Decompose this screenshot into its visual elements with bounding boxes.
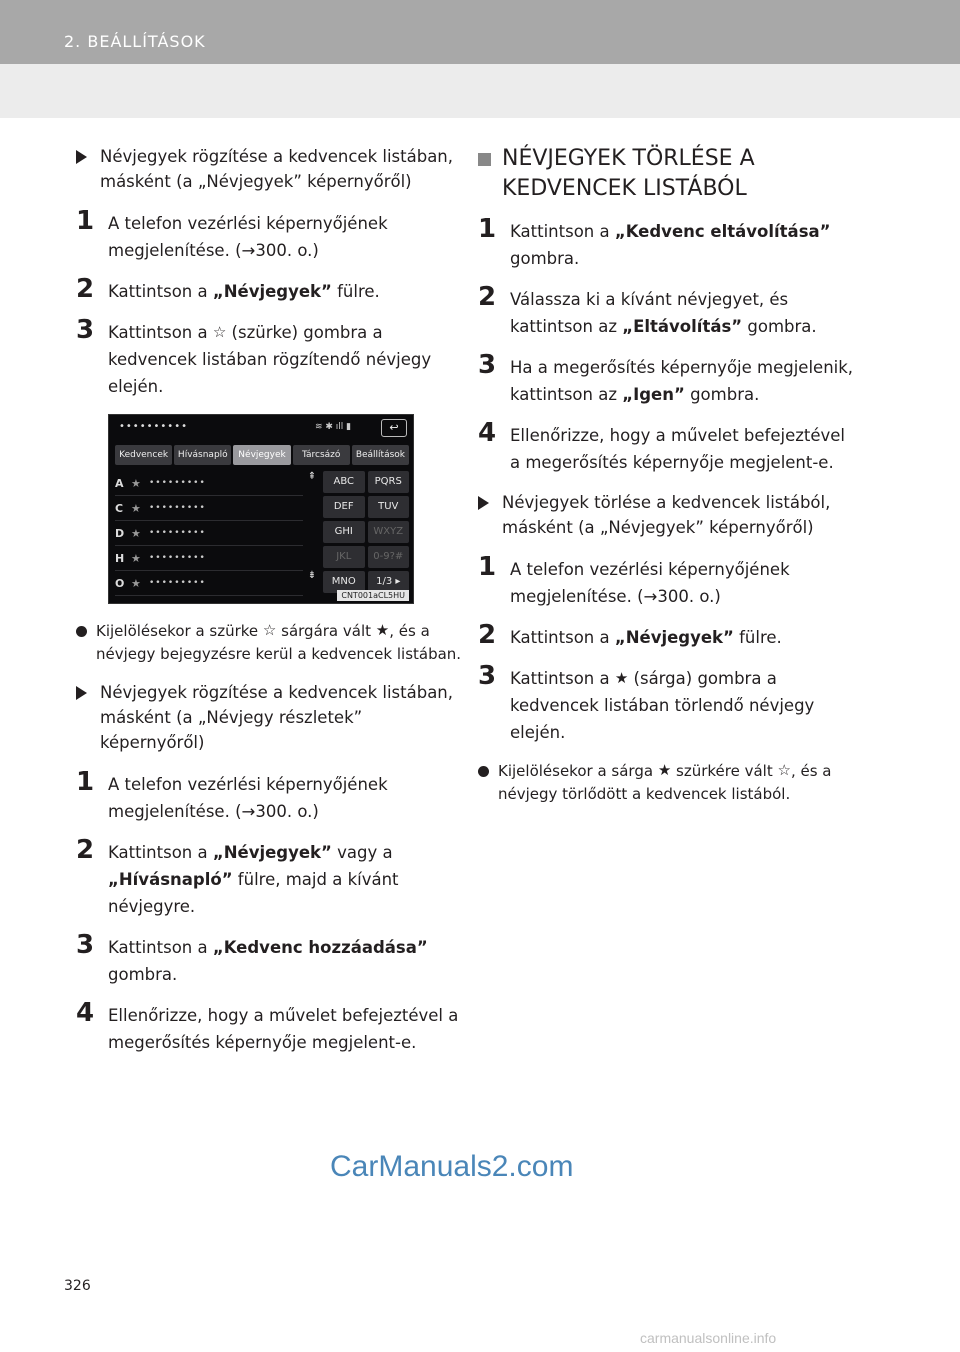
- subheading-add-from-details: Névjegyek rögzítése a kedvencek listában, másként (a „Névjegy részletek” képernyőről): [76, 680, 466, 755]
- index-letter: C: [115, 501, 124, 515]
- index-letter: A: [115, 476, 124, 490]
- key-def[interactable]: DEF: [323, 496, 365, 518]
- step-4: 4 Ellenőrizze, hogy a művelet befejeztével a megerősítés képernyője megjelent-e.: [76, 998, 459, 1052]
- watermark-footer: carmanualsonline.info: [640, 1330, 777, 1346]
- bullet-dot-icon: [76, 626, 87, 637]
- step-2: 2 Kattintson a „Névjegyek” fülre.: [76, 274, 380, 304]
- step-4: 4 Ellenőrizze, hogy a művelet befejeztével a megerősítés képernyője megjelent-e.: [478, 418, 846, 472]
- step-1: 1 A telefon vezérlési képernyőjének megjelenítése. (→300. o.): [76, 767, 388, 821]
- step-2: 2 Kattintson a „Névjegyek” vagy a „Hívásnapló” fülre, majd a kívánt névjegyre.: [76, 835, 399, 916]
- index-letter: O: [115, 576, 125, 590]
- step-3: 3 Kattintson a ★ (sárga) gombra a kedvencek listában törlendő névjegy elején.: [478, 661, 815, 742]
- key-digits[interactable]: 0-9?#: [368, 546, 410, 568]
- section-heading: NÉVJEGYEK TÖRLÉSE A KEDVENCEK LISTÁBÓL: [478, 144, 856, 204]
- step-1: 1 A telefon vezérlési képernyőjének megjelenítése. (→300. o.): [478, 552, 790, 606]
- step-number: 1: [478, 214, 497, 244]
- contact-name: •••••••••: [149, 528, 206, 538]
- contact-name: •••••••••: [149, 503, 206, 513]
- page-indicator[interactable]: 1/3 ▸: [368, 571, 410, 593]
- figure-code: CNT001aCL5HU: [337, 590, 409, 601]
- step-number: 1: [478, 552, 497, 582]
- contact-list: [115, 471, 303, 596]
- star-icon[interactable]: ★: [131, 476, 141, 490]
- subheading-remove-from-contacts: Névjegyek törlése a kedvencek listából, másként (a „Névjegyek” képernyőről): [478, 490, 856, 540]
- list-item[interactable]: [115, 471, 303, 496]
- star-icon[interactable]: ★: [131, 551, 141, 565]
- screen-title: ••••••••••: [119, 421, 188, 432]
- watermark: CarManuals2.com: [330, 1150, 574, 1183]
- key-mno[interactable]: MNO: [323, 571, 365, 593]
- star-outline-icon: ☆: [262, 621, 277, 639]
- step-3: 3 Kattintson a „Kedvenc hozzáadása” gombra.: [76, 930, 428, 984]
- step-number: 2: [76, 835, 95, 865]
- step-number: 3: [76, 930, 95, 960]
- back-button[interactable]: ↩: [381, 419, 407, 437]
- triangle-icon: [76, 150, 87, 164]
- step-2: 2 Kattintson a „Névjegyek” fülre.: [478, 620, 782, 650]
- key-jkl[interactable]: JKL: [323, 546, 365, 568]
- index-letter: D: [115, 526, 125, 540]
- key-abc[interactable]: ABC: [323, 471, 365, 493]
- status-icons: ≋ ✱ ıll ▮: [315, 422, 352, 432]
- left-column: [76, 144, 466, 1070]
- square-bullet-icon: [478, 153, 491, 166]
- subheading-add-from-contacts: Névjegyek rögzítése a kedvencek listában, másként (a „Névjegyek” képernyőről): [76, 144, 466, 194]
- step-3: 3 Ha a megerősítés képernyője megjelenik, kattintson az „Igen” gombra.: [478, 350, 854, 404]
- star-filled-icon: ★: [614, 669, 629, 687]
- star-icon[interactable]: ★: [131, 526, 141, 540]
- star-filled-icon: ★: [375, 621, 390, 639]
- alphabet-keys: [323, 471, 409, 593]
- step-2: 2 Válassza ki a kívánt névjegyet, és kattintson az „Eltávolítás” gombra.: [478, 282, 817, 336]
- right-column: [478, 144, 856, 820]
- step-3: 3 Kattintson a ☆ (szürke) gombra a kedvencek listában rögzítendő névjegy elején.: [76, 315, 432, 396]
- index-letter: H: [115, 551, 125, 565]
- scroll-up-icon[interactable]: ⇞: [307, 471, 317, 482]
- step-number: 1: [76, 767, 95, 797]
- list-item[interactable]: [115, 571, 303, 596]
- tab-beallitasok[interactable]: Beállítások: [352, 445, 409, 465]
- screen-topbar: [109, 415, 413, 443]
- step-number: 3: [478, 661, 497, 691]
- scroll-down-icon[interactable]: ⇟: [307, 570, 317, 581]
- star-icon[interactable]: ★: [131, 501, 141, 515]
- triangle-icon: [76, 686, 87, 700]
- step-number: 4: [478, 418, 497, 448]
- contact-name: •••••••••: [149, 553, 206, 563]
- step-number: 3: [478, 350, 497, 380]
- star-icon[interactable]: ★: [131, 576, 141, 590]
- key-ghi[interactable]: GHI: [323, 521, 365, 543]
- step-number: 2: [76, 274, 95, 304]
- step-number: 2: [478, 620, 497, 650]
- step-1: 1 A telefon vezérlési képernyőjének megjelenítése. (→300. o.): [76, 206, 388, 260]
- star-outline-icon: ☆: [777, 761, 791, 779]
- tab-kedvencek[interactable]: Kedvencek: [115, 445, 172, 465]
- phone-screen-illustration: [108, 414, 414, 604]
- list-item[interactable]: [115, 546, 303, 571]
- step-number: 2: [478, 282, 497, 312]
- tab-hivasnaplo[interactable]: Hívásnapló: [174, 445, 231, 465]
- screen-tabs: [115, 445, 409, 465]
- bullet-dot-icon: [478, 766, 489, 777]
- star-filled-icon: ★: [657, 761, 672, 779]
- key-wxyz[interactable]: WXYZ: [368, 521, 410, 543]
- tab-nevjegyek[interactable]: Névjegyek: [233, 445, 290, 465]
- contact-name: •••••••••: [149, 478, 206, 488]
- triangle-icon: [478, 496, 489, 510]
- contact-name: •••••••••: [149, 578, 206, 588]
- tab-tarcsazo[interactable]: Tárcsázó: [293, 445, 350, 465]
- list-item[interactable]: [115, 521, 303, 546]
- step-number: 1: [76, 206, 95, 236]
- bullet-note: Kijelölésekor a sárga ★ szürkére vált ☆, és a névjegy törlődött a kedvencek listából.: [478, 760, 856, 806]
- bullet-note: Kijelölésekor a szürke ☆ sárgára vált ★, és a névjegy bejegyzésre kerül a kedvencek listában.: [76, 620, 466, 666]
- step-1: 1 Kattintson a „Kedvenc eltávolítása” gombra.: [478, 214, 831, 268]
- section-title: 2. BEÁLLÍTÁSOK: [64, 32, 206, 51]
- scrollbar[interactable]: [305, 471, 319, 591]
- star-outline-icon: ☆: [212, 323, 227, 341]
- step-number: 3: [76, 315, 95, 345]
- list-item[interactable]: [115, 496, 303, 521]
- key-tuv[interactable]: TUV: [368, 496, 410, 518]
- page-number: 326: [64, 1278, 91, 1294]
- step-number: 4: [76, 998, 95, 1028]
- key-pqrs[interactable]: PQRS: [368, 471, 410, 493]
